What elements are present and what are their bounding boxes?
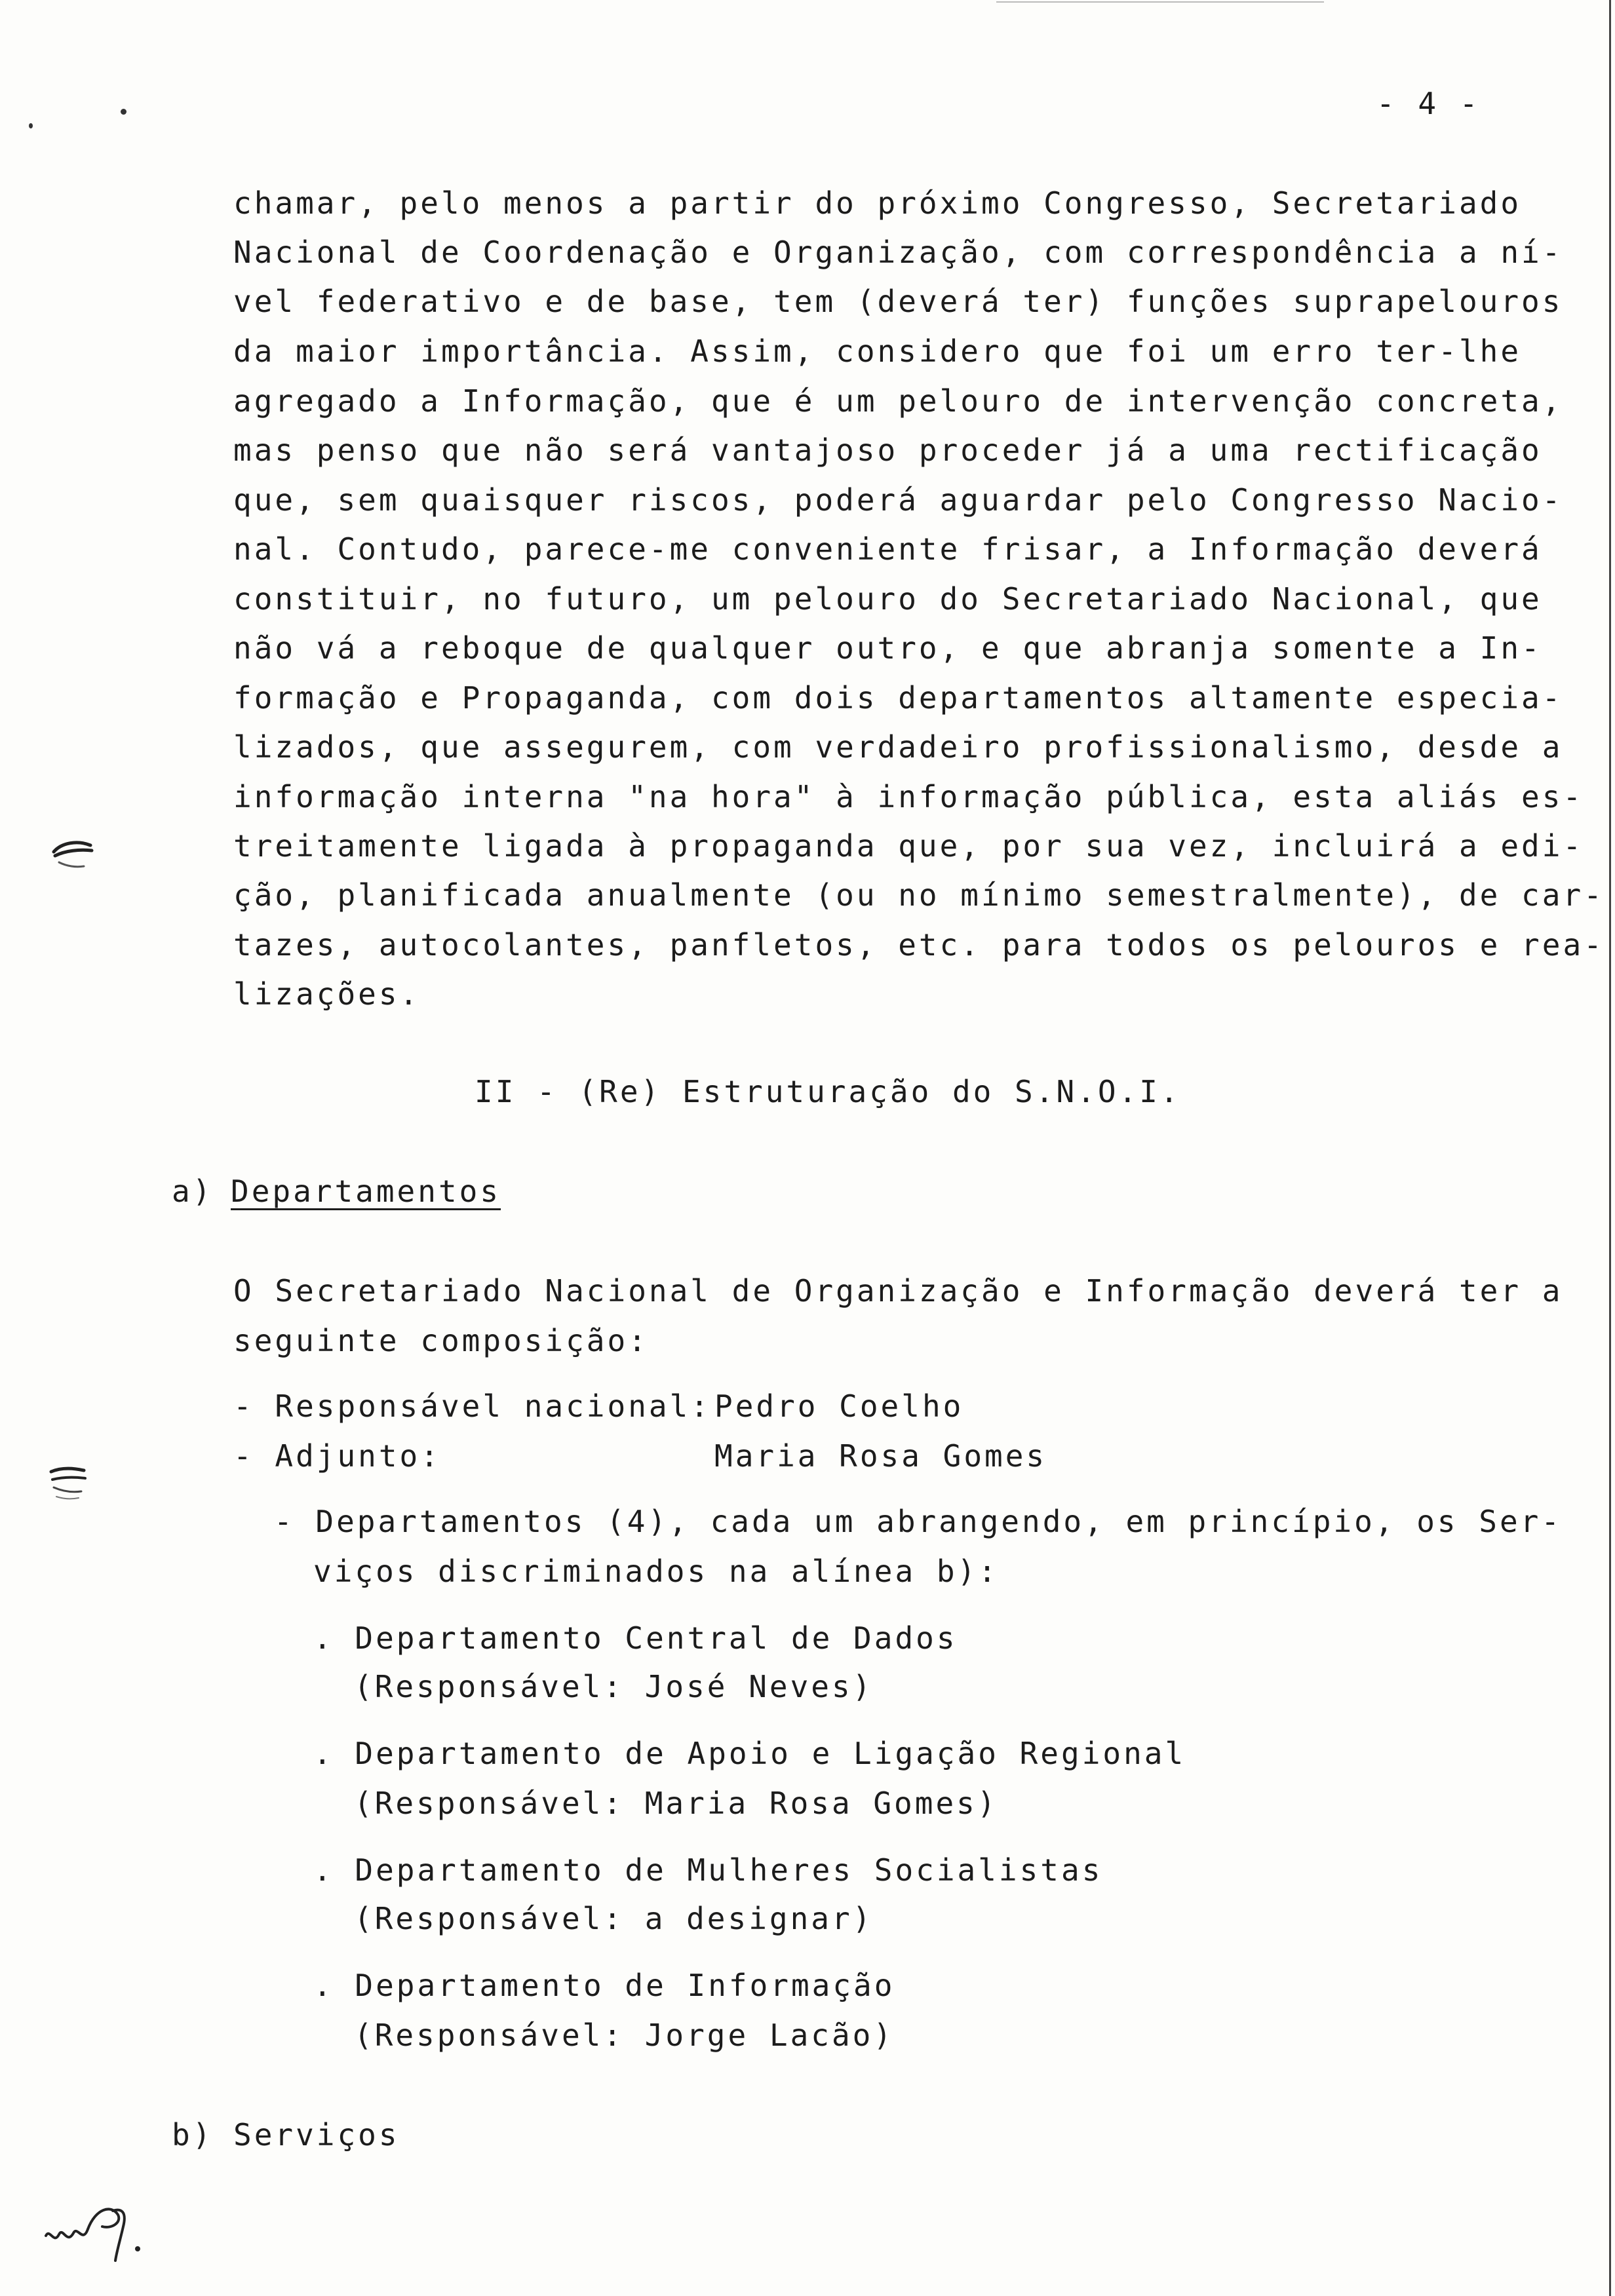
scan-speck xyxy=(29,123,33,128)
section-b-title: Serviços xyxy=(233,2117,400,2152)
paragraph-line: informação interna "na hora" à informação pública, esta aliás es- xyxy=(233,779,1584,814)
section-a-label: a) xyxy=(172,1174,214,1209)
scan-edge-top xyxy=(996,1,1324,3)
departamento-name: . Departamento Central de Dados xyxy=(313,1620,958,1656)
paragraph-line: não vá a reboque de qualquer outro, e que abranja somente a In- xyxy=(233,630,1542,666)
departamento-name: . Departamento de Mulheres Socialistas xyxy=(313,1852,1103,1888)
departamentos-intro-line: - Departamentos (4), cada um abrangendo, em princípio, os Ser- xyxy=(274,1504,1563,1539)
departamento-name: . Departamento de Informação xyxy=(313,1968,895,2003)
scan-edge xyxy=(1609,0,1611,2296)
paragraph-line: mas penso que não será vantajoso proceder já a uma rectificação xyxy=(233,432,1542,468)
departamento-responsavel: (Responsável: José Neves) xyxy=(354,1669,874,1704)
paragraph-line: agregado a Informação, que é um pelouro de intervenção concreta, xyxy=(233,383,1563,419)
paragraph-line: formação e Propaganda, com dois departamentos altamente especia- xyxy=(233,680,1563,716)
section-a-title: Departamentos xyxy=(231,1174,501,1209)
section-b-label: b) xyxy=(172,2117,214,2152)
scan-speck xyxy=(121,109,126,115)
section-a-intro-line: seguinte composição: xyxy=(233,1323,649,1358)
responsavel-value: Pedro Coelho xyxy=(714,1388,964,1424)
paragraph-line: nal. Contudo, parece-me conveniente frisar, a Informação deverá xyxy=(233,531,1542,567)
adjunto-value: Maria Rosa Gomes xyxy=(714,1438,1047,1474)
departamento-responsavel: (Responsável: a designar) xyxy=(354,1901,874,1936)
margin-mark-icon xyxy=(43,1459,96,1518)
paragraph-line: lizados, que assegurem, com verdadeiro profissionalismo, desde a xyxy=(233,729,1563,765)
paragraph-line: da maior importância. Assim, considero que foi um erro ter-lhe xyxy=(233,334,1522,369)
section-a-intro-line: O Secretariado Nacional de Organização e Informação deverá ter a xyxy=(233,1273,1563,1309)
paragraph-line: tazes, autocolantes, panfletos, etc. para todos os pelouros e rea- xyxy=(233,927,1605,963)
section-heading: II - (Re) Estruturação do S.N.O.I. xyxy=(475,1074,1181,1109)
departamento-responsavel: (Responsável: Maria Rosa Gomes) xyxy=(354,1786,998,1821)
paragraph-line: lizações. xyxy=(233,976,421,1012)
paragraph-line: chamar, pelo menos a partir do próximo Congresso, Secretariado xyxy=(233,185,1522,221)
departamento-responsavel: (Responsável: Jorge Lacão) xyxy=(354,2018,895,2053)
paragraph-line: constituir, no futuro, um pelouro do Secretariado Nacional, que xyxy=(233,581,1542,617)
signature-initials xyxy=(39,2189,164,2267)
paragraph-line: Nacional de Coordenação e Organização, com correspondência a ní- xyxy=(233,235,1563,270)
paragraph-line: treitamente ligada à propaganda que, por sua vez, incluirá a edi- xyxy=(233,828,1584,864)
paragraph-line: vel federativo e de base, tem (deverá ter) funções suprapelouros xyxy=(233,284,1563,319)
responsavel-label: - Responsável nacional: xyxy=(233,1388,711,1424)
paragraph-line: ção, planificada anualmente (ou no mínimo semestralmente), de car- xyxy=(233,877,1605,913)
page-number: - 4 - xyxy=(1376,86,1481,121)
paragraph-line: que, sem quaisquer riscos, poderá aguardar pelo Congresso Nacio- xyxy=(233,482,1563,518)
departamento-name: . Departamento de Apoio e Ligação Regional xyxy=(313,1736,1186,1771)
margin-mark-icon xyxy=(47,827,100,879)
departamentos-intro-line: viços discriminados na alínea b): xyxy=(313,1554,999,1589)
adjunto-label: - Adjunto: xyxy=(233,1438,441,1474)
